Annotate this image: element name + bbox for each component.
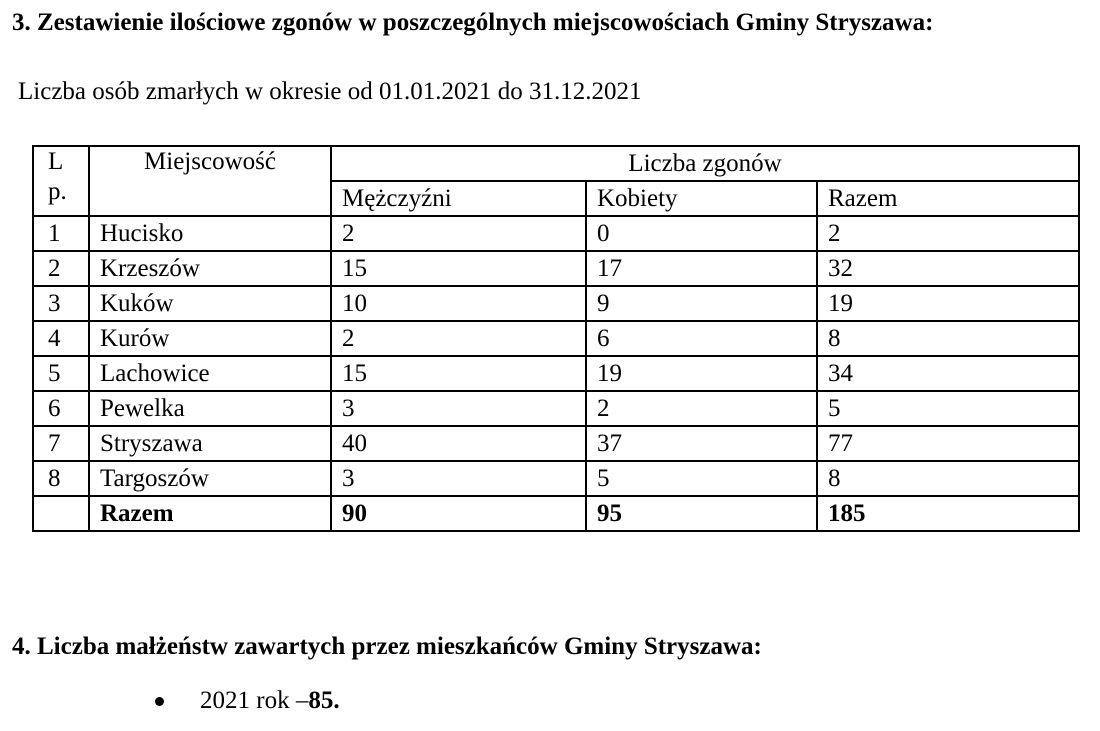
table-totals-row [33,496,1079,531]
table-header-row [33,146,1079,181]
header-women: Kobiety [586,181,817,216]
header-lp [33,146,89,216]
cell-place: Krzeszów [89,251,331,286]
cell-men: 3 [331,461,586,496]
totals-label: Razem [89,496,331,531]
header-deaths-group: Liczba zgonów [331,146,1079,181]
cell-total: 77 [817,426,1079,461]
cell-lp: 5 [33,356,89,391]
table-row [33,321,1079,356]
totals-total: 185 [817,496,1079,531]
marriages-count: 85. [308,687,340,714]
cell-women: 9 [586,286,817,321]
cell-place: Kuków [89,286,331,321]
cell-place: Pewelka [89,391,331,426]
cell-women: 2 [586,391,817,426]
cell-men: 40 [331,426,586,461]
cell-women: 6 [586,321,817,356]
cell-place: Stryszawa [89,426,331,461]
cell-women: 5 [586,461,817,496]
cell-men: 2 [331,321,586,356]
header-total: Razem [817,181,1079,216]
table-row [33,286,1079,321]
totals-empty-cell [33,496,89,531]
cell-lp: 1 [33,216,89,251]
table-row [33,391,1079,426]
marriages-list-item [155,685,340,717]
deaths-table [32,145,1080,532]
header-place: Miejscowość [89,146,331,216]
cell-total: 2 [817,216,1079,251]
cell-lp: 4 [33,321,89,356]
cell-men: 10 [331,286,586,321]
table-row [33,216,1079,251]
bullet-icon [155,697,164,706]
table-row [33,461,1079,496]
cell-men: 15 [331,356,586,391]
period-subtitle: Liczba osób zmarłych w okresie od 01.01.2021 do 31.12.2021 [18,78,642,105]
cell-lp: 2 [33,251,89,286]
cell-women: 0 [586,216,817,251]
header-men: Mężczyźni [331,181,586,216]
header-lp-line1: L [48,148,64,175]
cell-place: Hucisko [89,216,331,251]
cell-total: 8 [817,461,1079,496]
cell-men: 2 [331,216,586,251]
totals-men: 90 [331,496,586,531]
cell-lp: 7 [33,426,89,461]
cell-lp: 6 [33,391,89,426]
cell-total: 8 [817,321,1079,356]
marriages-year-text: 2021 rok – [200,687,309,714]
cell-men: 3 [331,391,586,426]
cell-women: 19 [586,356,817,391]
cell-total: 34 [817,356,1079,391]
table-row [33,356,1079,391]
table-row [33,426,1079,461]
cell-men: 15 [331,251,586,286]
cell-place: Lachowice [89,356,331,391]
table-row [33,251,1079,286]
cell-women: 17 [586,251,817,286]
totals-women: 95 [586,496,817,531]
section-4-heading: 4. Liczba małżeństw zawartych przez mieszkańców Gminy Stryszawa: [12,633,762,660]
cell-lp: 8 [33,461,89,496]
cell-total: 5 [817,391,1079,426]
header-lp-line2: p. [48,178,67,205]
cell-lp: 3 [33,286,89,321]
cell-place: Targoszów [89,461,331,496]
cell-women: 37 [586,426,817,461]
cell-total: 32 [817,251,1079,286]
cell-total: 19 [817,286,1079,321]
cell-place: Kurów [89,321,331,356]
section-3-heading: 3. Zestawienie ilościowe zgonów w poszczególnych miejscowościach Gminy Stryszawa: [12,9,934,36]
